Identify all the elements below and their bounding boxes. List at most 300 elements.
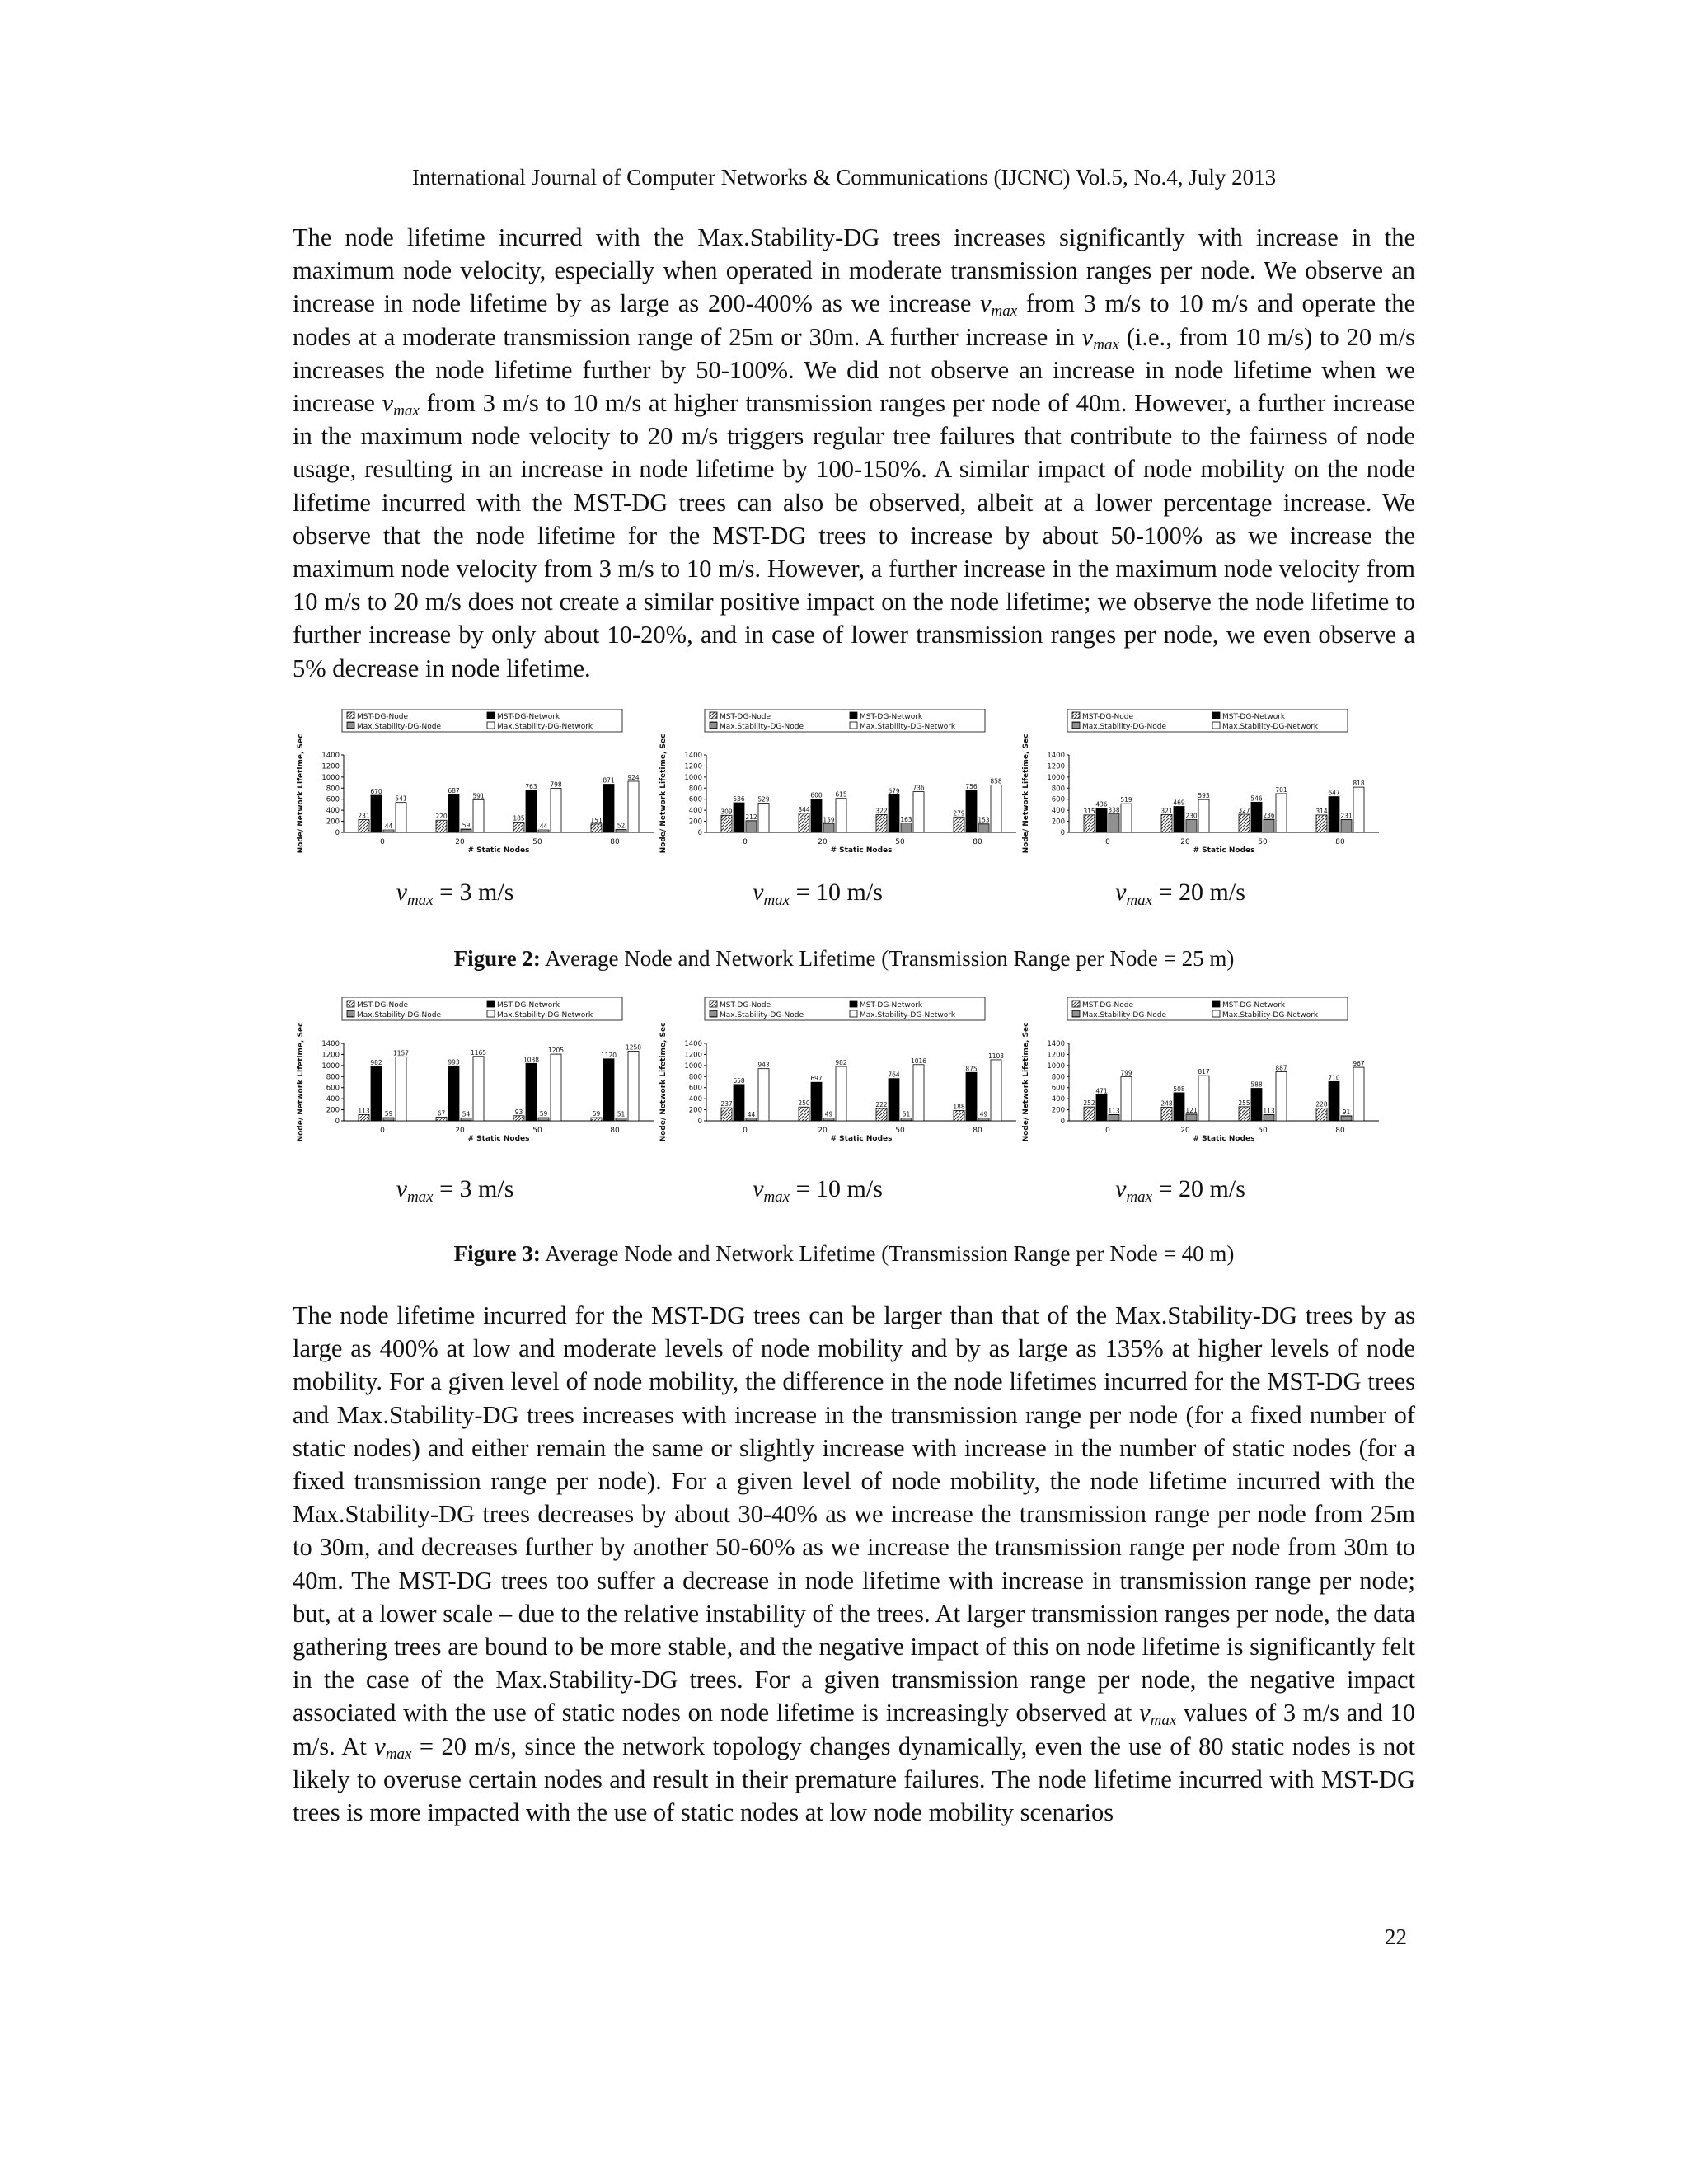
legend-swatch <box>487 1001 495 1007</box>
y-tick-label: 0 <box>697 1118 702 1126</box>
legend-swatch <box>347 722 354 729</box>
chart-legend <box>1067 997 1348 1020</box>
x-tick-label: 80 <box>973 838 982 846</box>
chart-fig2-vmax20 <box>1018 709 1392 855</box>
y-tick-label: 1200 <box>321 1051 340 1060</box>
bar-value-label: 529 <box>757 795 770 804</box>
bar <box>371 1066 382 1121</box>
bar-value-label: 59 <box>462 822 471 830</box>
x-tick-label: 80 <box>1335 838 1345 846</box>
bar <box>1276 1071 1287 1121</box>
bar <box>1251 1089 1262 1121</box>
bar-value-label: 52 <box>617 822 626 830</box>
y-tick-label: 0 <box>335 1118 340 1126</box>
chart-fig2-vmax10 <box>655 709 1029 855</box>
legend-label: Max.Stability-DG-Node <box>357 723 442 731</box>
x-axis-label: # Static Nodes <box>467 1135 530 1143</box>
bar-value-label: 887 <box>1275 1064 1287 1072</box>
y-tick-label: 400 <box>1051 1095 1065 1104</box>
chart-fig2-vmax3 <box>293 709 667 855</box>
bar <box>616 1118 626 1121</box>
bar <box>1316 1108 1327 1121</box>
bar-value-label: 1165 <box>470 1048 487 1057</box>
bar <box>966 790 977 832</box>
y-axis-label: Node/ Network Lifetime, Sec <box>659 733 668 854</box>
y-tick-label: 400 <box>326 1095 340 1104</box>
legend-label: Max.Stability-DG-Network <box>497 1011 593 1019</box>
y-tick-label: 1400 <box>684 1040 702 1048</box>
x-axis-label: # Static Nodes <box>830 846 893 855</box>
bar-value-label: 508 <box>1173 1085 1185 1093</box>
chart-legend <box>342 997 622 1020</box>
x-tick-label: 50 <box>1258 838 1268 846</box>
bar-value-label: 230 <box>1185 812 1198 820</box>
bar <box>823 1118 834 1121</box>
bar <box>758 803 769 832</box>
x-tick-label: 50 <box>1258 1127 1268 1135</box>
bar <box>966 1072 977 1121</box>
chart-svg <box>293 997 667 1162</box>
legend-label: MST-DG-Network <box>497 713 560 721</box>
bar <box>1316 815 1327 832</box>
x-tick-label: 0 <box>380 1127 385 1135</box>
bar-value-label: 231 <box>1340 812 1353 820</box>
bar <box>901 1118 912 1121</box>
bar <box>436 820 447 832</box>
bar-value-label: 993 <box>448 1058 460 1066</box>
y-tick-label: 1200 <box>684 1051 702 1060</box>
bar-value-label: 49 <box>979 1110 988 1118</box>
bar <box>616 830 626 832</box>
legend-label: MST-DG-Node <box>357 1001 409 1010</box>
bar <box>1161 1107 1172 1121</box>
y-tick-label: 600 <box>326 1084 340 1093</box>
bar-value-label: 321 <box>1160 807 1173 815</box>
bar-value-label: 222 <box>875 1101 888 1109</box>
bar <box>383 830 394 832</box>
bar-value-label: 279 <box>953 809 965 818</box>
legend-label: MST-DG-Network <box>497 1001 560 1010</box>
bar <box>823 823 834 832</box>
legend-label: Max.Stability-DG-Node <box>357 1011 442 1019</box>
bar-value-label: 858 <box>990 777 1002 785</box>
bar <box>1264 819 1274 832</box>
figure-2-caption: Figure 2: Average Node and Network Lifetime (Transmission Range per Node = 25 m) <box>453 946 1235 971</box>
legend-swatch <box>710 1010 717 1017</box>
y-tick-label: 1400 <box>321 752 340 760</box>
bar-value-label: 1157 <box>392 1049 410 1057</box>
bar-value-label: 248 <box>1160 1099 1173 1108</box>
bar <box>591 1118 602 1121</box>
legend-swatch <box>1212 712 1220 719</box>
bar <box>811 1082 822 1121</box>
bar-value-label: 121 <box>1185 1106 1198 1114</box>
legend-swatch <box>850 712 857 719</box>
bar <box>383 1118 394 1121</box>
y-tick-label: 800 <box>688 1073 702 1082</box>
bar-value-label: 151 <box>590 816 603 824</box>
subfig-label-vmax10: $v_{max} = 10$ m/s <box>753 1175 883 1206</box>
bar-value-label: 982 <box>835 1059 847 1067</box>
journal-header: International Journal of Computer Networks & Communications (IJCNC) Vol.5, No.4, July 2013 <box>411 165 1277 190</box>
legend-label: Max.Stability-DG-Network <box>860 1011 956 1019</box>
y-tick-label: 0 <box>697 829 702 837</box>
bar-value-label: 252 <box>1083 1099 1095 1108</box>
bar-value-label: 436 <box>1095 800 1108 808</box>
y-tick-label: 0 <box>1060 829 1065 837</box>
chart-svg <box>655 709 1029 874</box>
legend-label: MST-DG-Network <box>1222 1001 1286 1010</box>
y-tick-label: 600 <box>688 795 702 804</box>
bar-value-label: 1038 <box>523 1056 540 1064</box>
y-tick-label: 1000 <box>321 1062 340 1071</box>
y-tick-label: 1000 <box>1047 773 1065 782</box>
bar <box>513 823 524 832</box>
legend-swatch <box>1072 1010 1080 1017</box>
legend-swatch <box>1212 1001 1220 1007</box>
bar <box>991 785 1001 832</box>
y-tick-label: 400 <box>688 1095 702 1104</box>
bar <box>1109 1114 1119 1121</box>
bar-value-label: 591 <box>472 792 485 800</box>
x-tick-label: 0 <box>743 1127 748 1135</box>
y-tick-label: 1200 <box>684 762 702 771</box>
chart-legend <box>342 709 622 732</box>
chart-svg <box>1018 709 1392 874</box>
y-tick-label: 200 <box>326 1106 340 1115</box>
y-tick-label: 200 <box>1051 1106 1065 1115</box>
bar <box>513 1116 524 1121</box>
bar-value-label: 327 <box>1238 807 1250 815</box>
bar-value-label: 593 <box>1198 792 1210 800</box>
bar <box>876 1108 887 1121</box>
y-tick-label: 1000 <box>321 773 340 782</box>
x-tick-label: 50 <box>895 1127 905 1135</box>
legend-label: Max.Stability-DG-Node <box>720 1011 804 1019</box>
bar <box>1353 1067 1364 1121</box>
bar <box>1084 1107 1095 1121</box>
bar <box>913 1065 924 1121</box>
chart-legend <box>705 997 985 1020</box>
bar <box>436 1118 447 1121</box>
bar <box>1239 814 1250 832</box>
bar <box>876 814 887 832</box>
bar <box>836 799 846 832</box>
bar-value-label: 49 <box>824 1110 833 1118</box>
bar <box>811 799 822 832</box>
bar <box>954 817 964 832</box>
bar <box>551 788 561 832</box>
bar-value-label: 1120 <box>600 1051 617 1059</box>
bar-value-label: 220 <box>435 813 448 821</box>
bar <box>538 1118 549 1121</box>
bar-value-label: 982 <box>370 1059 382 1067</box>
bar <box>1096 1094 1107 1121</box>
bar-value-label: 471 <box>1095 1087 1108 1095</box>
bar-value-label: 679 <box>888 787 900 795</box>
bar-value-label: 163 <box>900 816 912 824</box>
bar-value-label: 799 <box>1120 1069 1132 1077</box>
bar-value-label: 943 <box>757 1061 770 1069</box>
bar <box>448 1066 459 1121</box>
legend-swatch <box>850 1010 857 1017</box>
y-tick-label: 1400 <box>321 1040 340 1048</box>
bar <box>1121 804 1132 832</box>
bar <box>1198 1076 1209 1121</box>
bar <box>1096 808 1107 832</box>
legend-swatch <box>1072 1001 1080 1007</box>
legend-swatch <box>487 1010 495 1017</box>
bar-value-label: 519 <box>1120 796 1132 804</box>
legend-swatch <box>347 712 354 719</box>
paragraph-1: The node lifetime incurred with the Max.Stability-DG trees increases significantly with increase in the maximum node velocity, especially when operated in moderate transmission ranges per node. We observe an increase in node lifetime by as large as 200-400% as we increase $v_{max}$ from 3 m/s to 10 m/s and operate the nodes at a moderate transmission range of 25m or 30m. A further increase in $v_{max}$ (i.e., from 10 m/s) to 20 m/s increases the node lifetime further by 50-100%. We did not observe an increase in node lifetime when we increase $v_{max}$ from 3 m/s to 10 m/s at higher transmission ranges per node of 40m. However, a further increase in the maximum node velocity to 20 m/s triggers regular tree failures that contribute to the fairness of node usage, resulting in an increase in node lifetime by 100-150%. A similar impact of node mobility on the node lifetime incurred with the MST-DG trees can also be observed, albeit at a lower percentage increase. We observe that the node lifetime for the MST-DG trees to increase by about 50-100% as we increase the maximum node velocity from 3 m/s to 10 m/s. However, a further increase in the maximum node velocity from 10 m/s to 20 m/s does not create a similar positive impact on the node lifetime; we observe the node lifetime to further increase by only about 10-20%, and in case of lower transmission ranges per node, we even observe a 5% decrease in node lifetime. <box>293 223 1416 682</box>
legend-label: MST-DG-Network <box>860 713 923 721</box>
bar <box>603 785 614 832</box>
bar <box>978 824 989 832</box>
bar <box>371 795 382 832</box>
legend-label: Max.Stability-DG-Node <box>720 723 804 731</box>
bar <box>901 823 912 832</box>
legend-swatch <box>487 712 495 719</box>
bar <box>721 1108 732 1121</box>
legend-swatch <box>850 722 857 729</box>
bar-value-label: 536 <box>733 795 745 804</box>
bar-value-label: 185 <box>513 814 525 823</box>
bar <box>1121 1076 1132 1121</box>
bar <box>603 1059 614 1121</box>
bar-value-label: 91 <box>1342 1108 1351 1116</box>
y-tick-label: 400 <box>688 807 702 816</box>
legend-swatch <box>487 722 495 729</box>
x-axis-label: # Static Nodes <box>1193 1135 1255 1143</box>
bar <box>1198 799 1209 832</box>
subfig-label-vmax10: $v_{max} = 10$ m/s <box>753 879 883 909</box>
bar <box>1186 820 1197 832</box>
y-axis-label: Node/ Network Lifetime, Sec <box>1022 1022 1030 1142</box>
legend-swatch <box>850 1001 857 1007</box>
bar-value-label: 1103 <box>987 1052 1005 1060</box>
x-tick-label: 50 <box>532 838 542 846</box>
y-tick-label: 1200 <box>1047 1051 1065 1060</box>
bar-value-label: 600 <box>810 791 823 799</box>
bar-value-label: 188 <box>953 1103 965 1111</box>
bar-value-label: 338 <box>1108 806 1120 814</box>
y-tick-label: 200 <box>1051 818 1065 827</box>
bar-value-label: 344 <box>798 805 810 813</box>
paragraph-2: The node lifetime incurred for the MST-DG trees can be larger than that of the Max.Stability-DG trees by as large as 400% at low and moderate levels of node mobility and by as large as 135% at higher levels of node mobility. For a given level of node mobility, the difference in the node lifetimes incurred for the MST-DG trees and Max.Stability-DG trees increases with increase in the transmission range per node (for a fixed number of static nodes) and either remain the same or slightly increase with increase in the number of static nodes (for a fixed transmission range per node). For a given level of node mobility, the node lifetime incurred with the Max.Stability-DG trees decreases by about 30-40% as we increase the transmission range per node from 25m to 30m, and decreases further by another 50-60% as we increase the transmission range per node from 30m to 40m. The MST-DG trees too suffer a decrease in node lifetime with increase in transmission range per node; but, at a lower scale – due to the relative instability of the trees. At larger transmission ranges per node, the data gathering trees are bound to be more stable, and the negative impact of this on node lifetime is significantly felt in the case of the Max.Stability-DG trees. For a given transmission range per node, the negative impact associated with the use of static nodes on node lifetime is increasingly observed at $v_{max}$ values of 3 m/s and 10 m/s. At $v_{max} = 20$ m/s, since the network topology changes dynamically, even the use of 80 static nodes is not likely to overuse certain nodes and result in their premature failures. The node lifetime incurred with MST-DG trees is more impacted with the use of static nodes at low node mobility scenarios <box>293 1301 1415 1827</box>
bar <box>359 1114 369 1121</box>
x-tick-label: 0 <box>743 838 748 846</box>
bar <box>359 819 369 832</box>
y-tick-label: 600 <box>1051 795 1065 804</box>
bar-value-label: 546 <box>1250 794 1263 803</box>
bar <box>1329 1081 1339 1121</box>
legend-label: MST-DG-Node <box>1082 713 1134 721</box>
bar-value-label: 51 <box>617 1110 626 1118</box>
chart-legend <box>1067 709 1348 732</box>
y-tick-label: 800 <box>326 785 340 794</box>
bar <box>396 803 406 832</box>
bar <box>1329 797 1339 832</box>
legend-label: MST-DG-Node <box>357 713 409 721</box>
y-tick-label: 1000 <box>1047 1062 1065 1071</box>
bar <box>551 1054 561 1121</box>
bar-value-label: 670 <box>370 788 382 796</box>
y-tick-label: 800 <box>1051 1073 1065 1082</box>
bar-value-label: 647 <box>1328 789 1340 797</box>
x-tick-label: 80 <box>610 838 620 846</box>
bar-value-label: 875 <box>965 1065 978 1073</box>
bar <box>1186 1114 1197 1121</box>
bar-value-label: 764 <box>888 1071 900 1079</box>
legend-label: Max.Stability-DG-Network <box>1222 1011 1319 1019</box>
bar <box>734 803 744 832</box>
bar-value-label: 67 <box>437 1109 446 1118</box>
bar <box>1264 1114 1274 1121</box>
bar-value-label: 44 <box>747 1111 756 1119</box>
bar-value-label: 588 <box>1250 1080 1263 1089</box>
chart-fig3-vmax3 <box>293 997 667 1143</box>
bar <box>1276 794 1287 832</box>
x-axis-label: # Static Nodes <box>467 846 530 855</box>
chart-legend <box>705 709 985 732</box>
bar <box>1174 1093 1184 1121</box>
bar <box>461 829 471 832</box>
bar <box>1084 815 1095 832</box>
bar <box>836 1066 846 1121</box>
bar-value-label: 44 <box>539 823 548 831</box>
y-tick-label: 1400 <box>1047 752 1065 760</box>
bar <box>473 799 484 832</box>
bar-value-label: 54 <box>462 1110 471 1118</box>
legend-label: MST-DG-Node <box>720 1001 771 1010</box>
legend-label: Max.Stability-DG-Network <box>860 723 956 731</box>
y-tick-label: 600 <box>1051 1084 1065 1093</box>
bar-value-label: 314 <box>1315 807 1328 815</box>
bar-value-label: 113 <box>358 1107 370 1115</box>
x-axis-label: # Static Nodes <box>1193 846 1255 855</box>
bar-value-label: 541 <box>395 794 407 803</box>
subfig-label-vmax20: $v_{max} = 20$ m/s <box>1115 1175 1245 1206</box>
x-tick-label: 50 <box>895 838 905 846</box>
subfig-label-vmax3: $v_{max} = 3$ m/s <box>396 1175 514 1206</box>
bar-value-label: 93 <box>514 1108 523 1116</box>
legend-swatch <box>1072 712 1080 719</box>
bar <box>889 794 899 832</box>
y-tick-label: 800 <box>1051 785 1065 794</box>
bar <box>461 1118 471 1121</box>
chart-fig3-vmax10 <box>655 997 1029 1143</box>
y-axis-label: Node/ Network Lifetime, Sec <box>297 1022 305 1142</box>
bar-value-label: 159 <box>823 816 835 824</box>
figure-3-caption: Figure 3: Average Node and Network Lifetime (Transmission Range per Node = 40 m) <box>453 1241 1235 1266</box>
legend-label: MST-DG-Network <box>860 1001 923 1010</box>
chart-svg <box>1018 997 1392 1162</box>
bar-value-label: 798 <box>550 780 562 789</box>
legend-label: MST-DG-Node <box>720 713 771 721</box>
bar-value-label: 871 <box>603 776 615 785</box>
y-tick-label: 400 <box>1051 807 1065 816</box>
y-axis-label: Node/ Network Lifetime, Sec <box>1022 733 1030 854</box>
legend-swatch <box>710 722 717 729</box>
x-tick-label: 80 <box>1335 1127 1345 1135</box>
page-number: 22 <box>1385 1924 1407 1949</box>
bar <box>991 1060 1001 1121</box>
bar-value-label: 228 <box>1315 1100 1328 1108</box>
y-tick-label: 600 <box>688 1084 702 1093</box>
y-tick-label: 1400 <box>684 752 702 760</box>
x-tick-label: 20 <box>818 838 828 846</box>
legend-label: Max.Stability-DG-Network <box>497 723 593 731</box>
bar <box>1251 802 1262 832</box>
legend-label: Max.Stability-DG-Node <box>1082 1011 1167 1019</box>
y-tick-label: 200 <box>326 818 340 827</box>
y-tick-label: 600 <box>326 795 340 804</box>
bar-value-label: 322 <box>875 807 888 815</box>
bar <box>628 781 639 832</box>
chart-fig3-vmax20 <box>1018 997 1392 1143</box>
bar <box>396 1057 406 1121</box>
legend-swatch <box>710 712 717 719</box>
bar-value-label: 309 <box>720 808 733 816</box>
bar <box>721 815 732 832</box>
bar-value-label: 59 <box>384 1110 393 1118</box>
y-tick-label: 1200 <box>321 762 340 771</box>
bar-value-label: 469 <box>1173 799 1185 807</box>
bar-value-label: 113 <box>1108 1107 1120 1115</box>
y-tick-label: 800 <box>326 1073 340 1082</box>
legend-swatch <box>1072 722 1080 729</box>
bar-value-label: 212 <box>745 813 757 821</box>
bar-value-label: 756 <box>965 783 978 791</box>
x-tick-label: 20 <box>818 1127 828 1135</box>
bar <box>1353 787 1364 832</box>
legend-label: MST-DG-Node <box>1082 1001 1134 1010</box>
bar-value-label: 763 <box>525 782 537 790</box>
bar <box>1341 819 1352 832</box>
bar-value-label: 315 <box>1083 807 1095 815</box>
bar <box>954 1110 964 1121</box>
x-tick-label: 50 <box>532 1127 542 1135</box>
legend-swatch <box>1212 1010 1220 1017</box>
y-axis-label: Node/ Network Lifetime, Sec <box>297 733 305 854</box>
bar <box>978 1118 989 1121</box>
bar-value-label: 1258 <box>625 1043 642 1052</box>
subfig-label-vmax3: $v_{max} = 3$ m/s <box>396 879 514 909</box>
bar <box>591 824 602 832</box>
x-axis-label: # Static Nodes <box>830 1135 893 1143</box>
bar-value-label: 59 <box>592 1110 601 1118</box>
y-tick-label: 1000 <box>684 773 702 782</box>
bar <box>799 813 809 832</box>
chart-svg <box>655 997 1029 1162</box>
bar <box>734 1085 744 1121</box>
bar <box>526 1063 537 1121</box>
x-tick-label: 0 <box>1105 838 1110 846</box>
bar-value-label: 236 <box>1263 812 1275 820</box>
bar <box>1161 814 1172 832</box>
bar <box>913 792 924 832</box>
bar-value-label: 658 <box>733 1076 745 1085</box>
y-tick-label: 1200 <box>1047 762 1065 771</box>
bar-value-label: 697 <box>810 1075 823 1083</box>
y-tick-label: 1000 <box>684 1062 702 1071</box>
x-tick-label: 20 <box>455 838 465 846</box>
bar-value-label: 967 <box>1353 1060 1365 1068</box>
bar-value-label: 44 <box>384 823 393 831</box>
legend-label: Max.Stability-DG-Network <box>1222 723 1319 731</box>
bar-value-label: 59 <box>539 1110 548 1118</box>
